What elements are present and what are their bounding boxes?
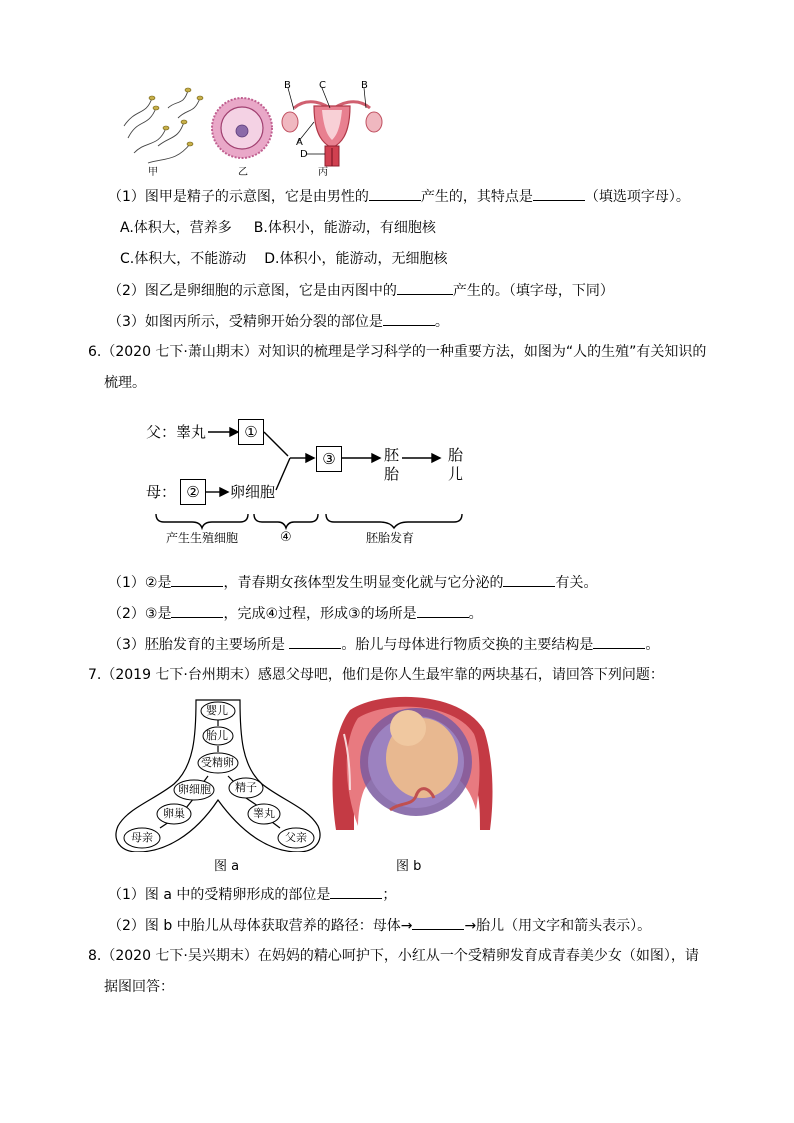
fig-b-caption: 图 b — [396, 859, 422, 874]
option-a: A.体积大，营养多 — [120, 220, 232, 236]
marker-b-left: B — [284, 80, 291, 91]
q6-blank-3[interactable] — [171, 603, 223, 618]
q6-title: 6.（2020 七下·萧山期末）对知识的梳理是学习科学的一种重要方法，如图为“人的生殖”有关知识的 — [88, 344, 707, 360]
q7-blank-2[interactable] — [412, 915, 464, 930]
q8-title-cont: 据图回答： — [104, 979, 174, 995]
diagram-fetus-2: 儿 — [448, 465, 464, 483]
q6-blank-5[interactable] — [289, 634, 341, 649]
diagram-mother: 母： — [146, 483, 177, 501]
q6-blank-4[interactable] — [417, 603, 469, 618]
sperm-illustration — [124, 90, 200, 163]
option-b: B.体积小，能游动，有细胞核 — [253, 220, 436, 236]
tree-egg: 卵细胞 — [178, 783, 211, 796]
tree-fetus: 胎儿 — [206, 729, 228, 742]
q6-title-cont: 梳理。 — [104, 375, 146, 391]
tree-mother: 母亲 — [131, 831, 153, 844]
marker-d: D — [300, 149, 308, 160]
diagram-brace-label-3: 胚胎发育 — [366, 531, 415, 545]
q5-part3: （3）如图丙所示，受精卵开始分裂的部位是 。 — [108, 311, 449, 332]
q7-part1: （1）图 a 中的受精卵形成的部位是 ； — [108, 884, 396, 905]
q8-title: 8.（2020 七下·吴兴期末）在妈妈的精心呵护下，小红从一个受精卵发育成青春美少女（如图），请 — [88, 948, 699, 964]
diagram-brace-label-2: ④ — [280, 530, 292, 545]
q5-options-ab — [120, 218, 436, 238]
option-c: C.体积大，不能游动 — [120, 251, 247, 267]
q5-blank-4[interactable] — [383, 311, 435, 326]
label-yi: 乙 — [238, 167, 248, 178]
marker-b-right: B — [361, 80, 368, 91]
diagram-egg: 卵细胞 — [230, 483, 276, 501]
uterus-illustration — [282, 88, 382, 166]
tree-zygote: 受精卵 — [201, 756, 234, 769]
marker-c: C — [319, 80, 326, 91]
diagram-box-3: ③ — [316, 446, 342, 472]
q5-blank-2[interactable] — [533, 186, 585, 201]
diagram-box-2: ② — [180, 479, 206, 505]
diagram-box-1: ① — [238, 419, 264, 445]
marker-a: A — [296, 137, 303, 148]
egg-cell-illustration — [212, 98, 272, 158]
tree-sperm: 精子 — [235, 781, 257, 794]
q7-blank-1[interactable] — [330, 884, 382, 899]
diagram-father: 父：睾丸 — [146, 423, 207, 441]
q5-part1: （1）图甲是精子的示意图，它是由男性的 产生的，其特点是 （填选项字母）。 — [108, 186, 690, 207]
q5-blank-3[interactable] — [397, 280, 453, 295]
tree-baby: 婴儿 — [206, 704, 228, 717]
q6-blank-6[interactable] — [593, 634, 645, 649]
fig-a-caption: 图 a — [214, 859, 240, 874]
reproduction-figure — [118, 78, 388, 174]
label-bing: 丙 — [318, 167, 328, 178]
q7-title: 7.（2019 七下·台州期末）感恩父母吧，他们是你人生最牢靠的两块基石，请回答下列问题： — [88, 667, 664, 683]
tree-father: 父亲 — [285, 831, 307, 844]
q6-blank-2[interactable] — [503, 572, 555, 587]
q5-options-cd — [120, 249, 447, 269]
fetus-in-uterus-illustration — [330, 690, 494, 840]
label-jia: 甲 — [148, 167, 158, 178]
tree-testis: 睾丸 — [253, 807, 275, 820]
q6-part3: （3）胚胎发育的主要场所是 。胎儿与母体进行物质交换的主要结构是 。 — [108, 634, 659, 655]
q5-blank-1[interactable] — [369, 186, 421, 201]
option-d: D.体积小，能游动，无细胞核 — [264, 251, 448, 267]
q6-part2: （2）③是 ，完成④过程，形成③的场所是 。 — [108, 603, 483, 624]
q5-part2: （2）图乙是卵细胞的示意图，它是由丙图中的 产生的。（填字母，下同） — [108, 280, 614, 301]
tree-ovary: 卵巢 — [163, 807, 185, 820]
diagram-fetus-1: 胎 — [448, 446, 464, 464]
q7-part2: （2）图 b 中胎儿从母体获取营养的路径：母体→ →胎儿（用文字和箭头表示）。 — [108, 915, 651, 936]
diagram-embryo-2: 胎 — [384, 465, 400, 483]
diagram-embryo-1: 胚 — [384, 446, 400, 464]
q6-part1: （1）②是 ，青春期女孩体型发生明显变化就与它分泌的 有关。 — [108, 572, 597, 593]
q6-blank-1[interactable] — [171, 572, 223, 587]
diagram-brace-label-1: 产生生殖细胞 — [166, 531, 239, 545]
